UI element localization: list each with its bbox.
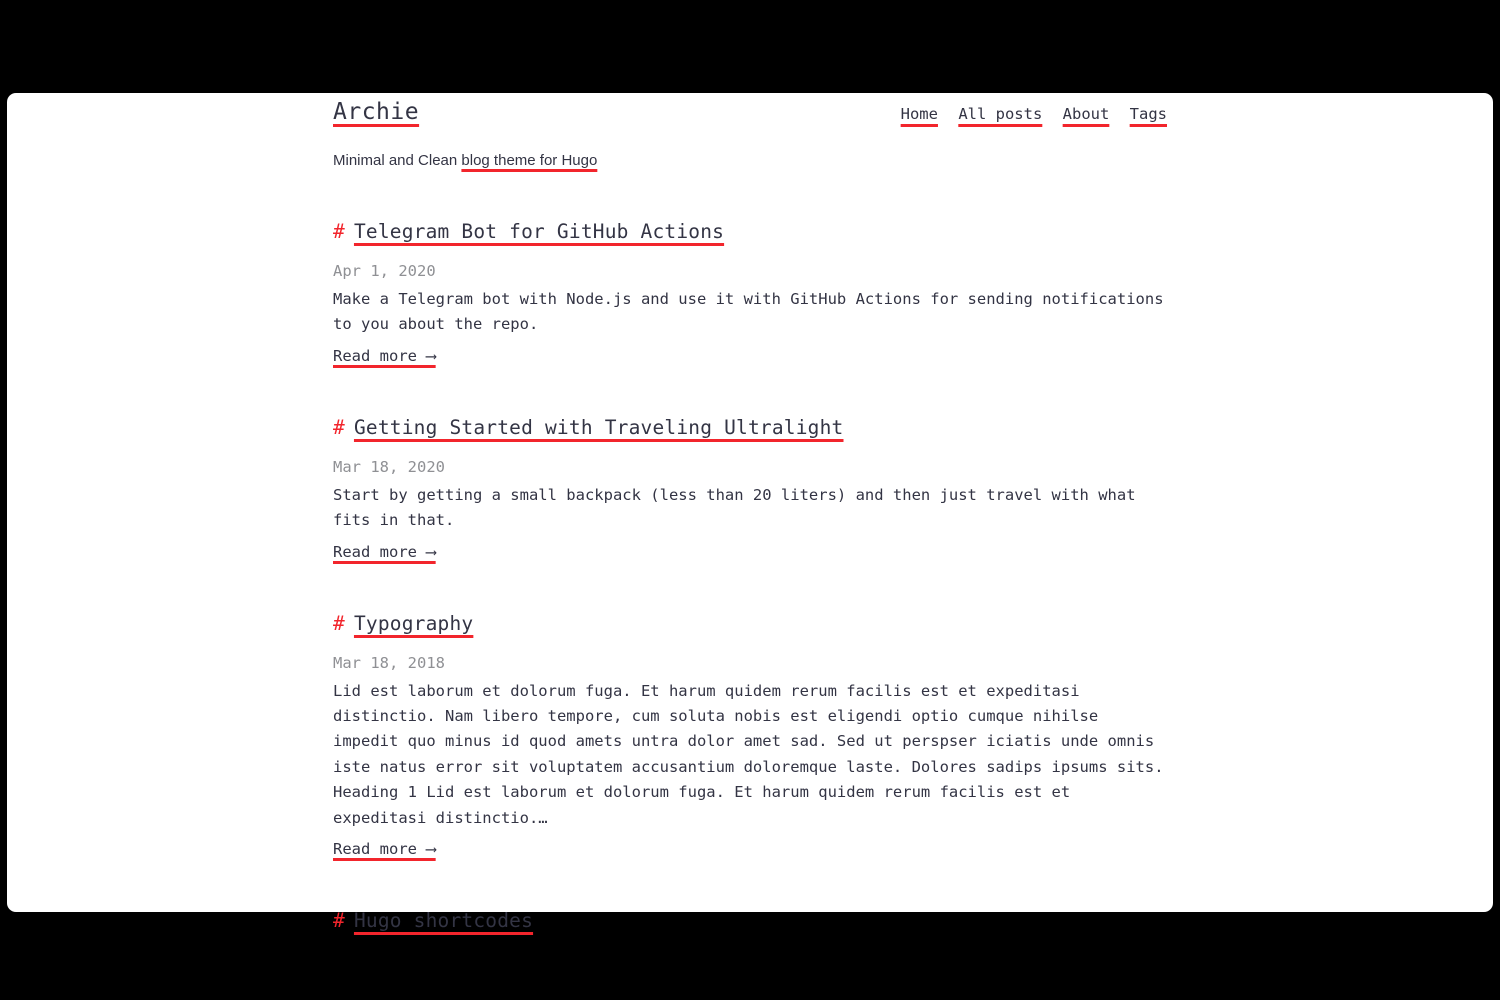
hash-marker: # (333, 415, 345, 439)
post-heading (333, 220, 1167, 243)
post-excerpt: Make a Telegram bot with Node.js and use it with GitHub Actions for sending notifications to you about the repo. (333, 290, 1164, 334)
post-item (333, 416, 1167, 561)
nav-link-home[interactable]: Home (900, 105, 938, 123)
site-title-link[interactable]: Archie (333, 99, 420, 125)
post-item (333, 909, 1167, 932)
read-more-link[interactable]: Read more ⟶ (333, 840, 436, 859)
post-title-link[interactable]: Typography (353, 611, 474, 635)
nav-link-about[interactable]: About (1062, 105, 1110, 123)
post-title-link[interactable]: Hugo shortcodes (353, 909, 534, 933)
hash-marker: # (333, 909, 345, 933)
read-more-link[interactable]: Read more ⟶ (333, 542, 436, 561)
hash-marker: # (333, 220, 345, 243)
site-tagline (333, 152, 1167, 169)
hash-marker: # (333, 611, 345, 635)
post-item (333, 220, 1167, 365)
site-title (333, 99, 419, 125)
read-more-link[interactable]: Read more ⟶ (333, 346, 436, 365)
post-date: Mar 18, 2020 (333, 457, 445, 476)
post-item (333, 612, 1167, 858)
post-excerpt: Start by getting a small backpack (less than 20 liters) and then just travel with what fits in that. (333, 485, 1136, 530)
content-column (333, 93, 1167, 932)
site-header (333, 93, 1167, 125)
post-heading (333, 416, 1167, 439)
nav-link-tags[interactable]: Tags (1129, 105, 1167, 123)
post-heading (333, 909, 1167, 932)
tagline-text: Minimal and Clean (333, 152, 462, 169)
main-nav (901, 105, 1167, 123)
post-date: Mar 18, 2018 (333, 653, 445, 672)
post-title-link[interactable]: Telegram Bot for GitHub Actions (353, 220, 725, 243)
post-excerpt: Lid est laborum et dolorum fuga. Et harum quidem rerum facilis est et expeditasi distinctio. Nam libero tempore, cum soluta nobis est eligendi optio cumque nihilse impedit quo minus id quod amets untra dolor amet sad. Sed ut perspser iciatis unde omnis iste natus error sit voluptatem accusantium doloremque laste. Dolores sadips ipsums sits. Heading 1 Lid est laborum et dolorum fuga. Et harum quidem rerum facilis est et expeditasi distinctio.… (333, 681, 1164, 827)
post-date: Apr 1, 2020 (333, 262, 436, 280)
tagline-link[interactable]: blog theme for Hugo (461, 152, 598, 169)
nav-link-all-posts[interactable]: All posts (958, 105, 1043, 123)
post-title-link[interactable]: Getting Started with Traveling Ultralight (353, 415, 844, 439)
browser-page (7, 93, 1493, 933)
post-heading (333, 612, 1167, 635)
